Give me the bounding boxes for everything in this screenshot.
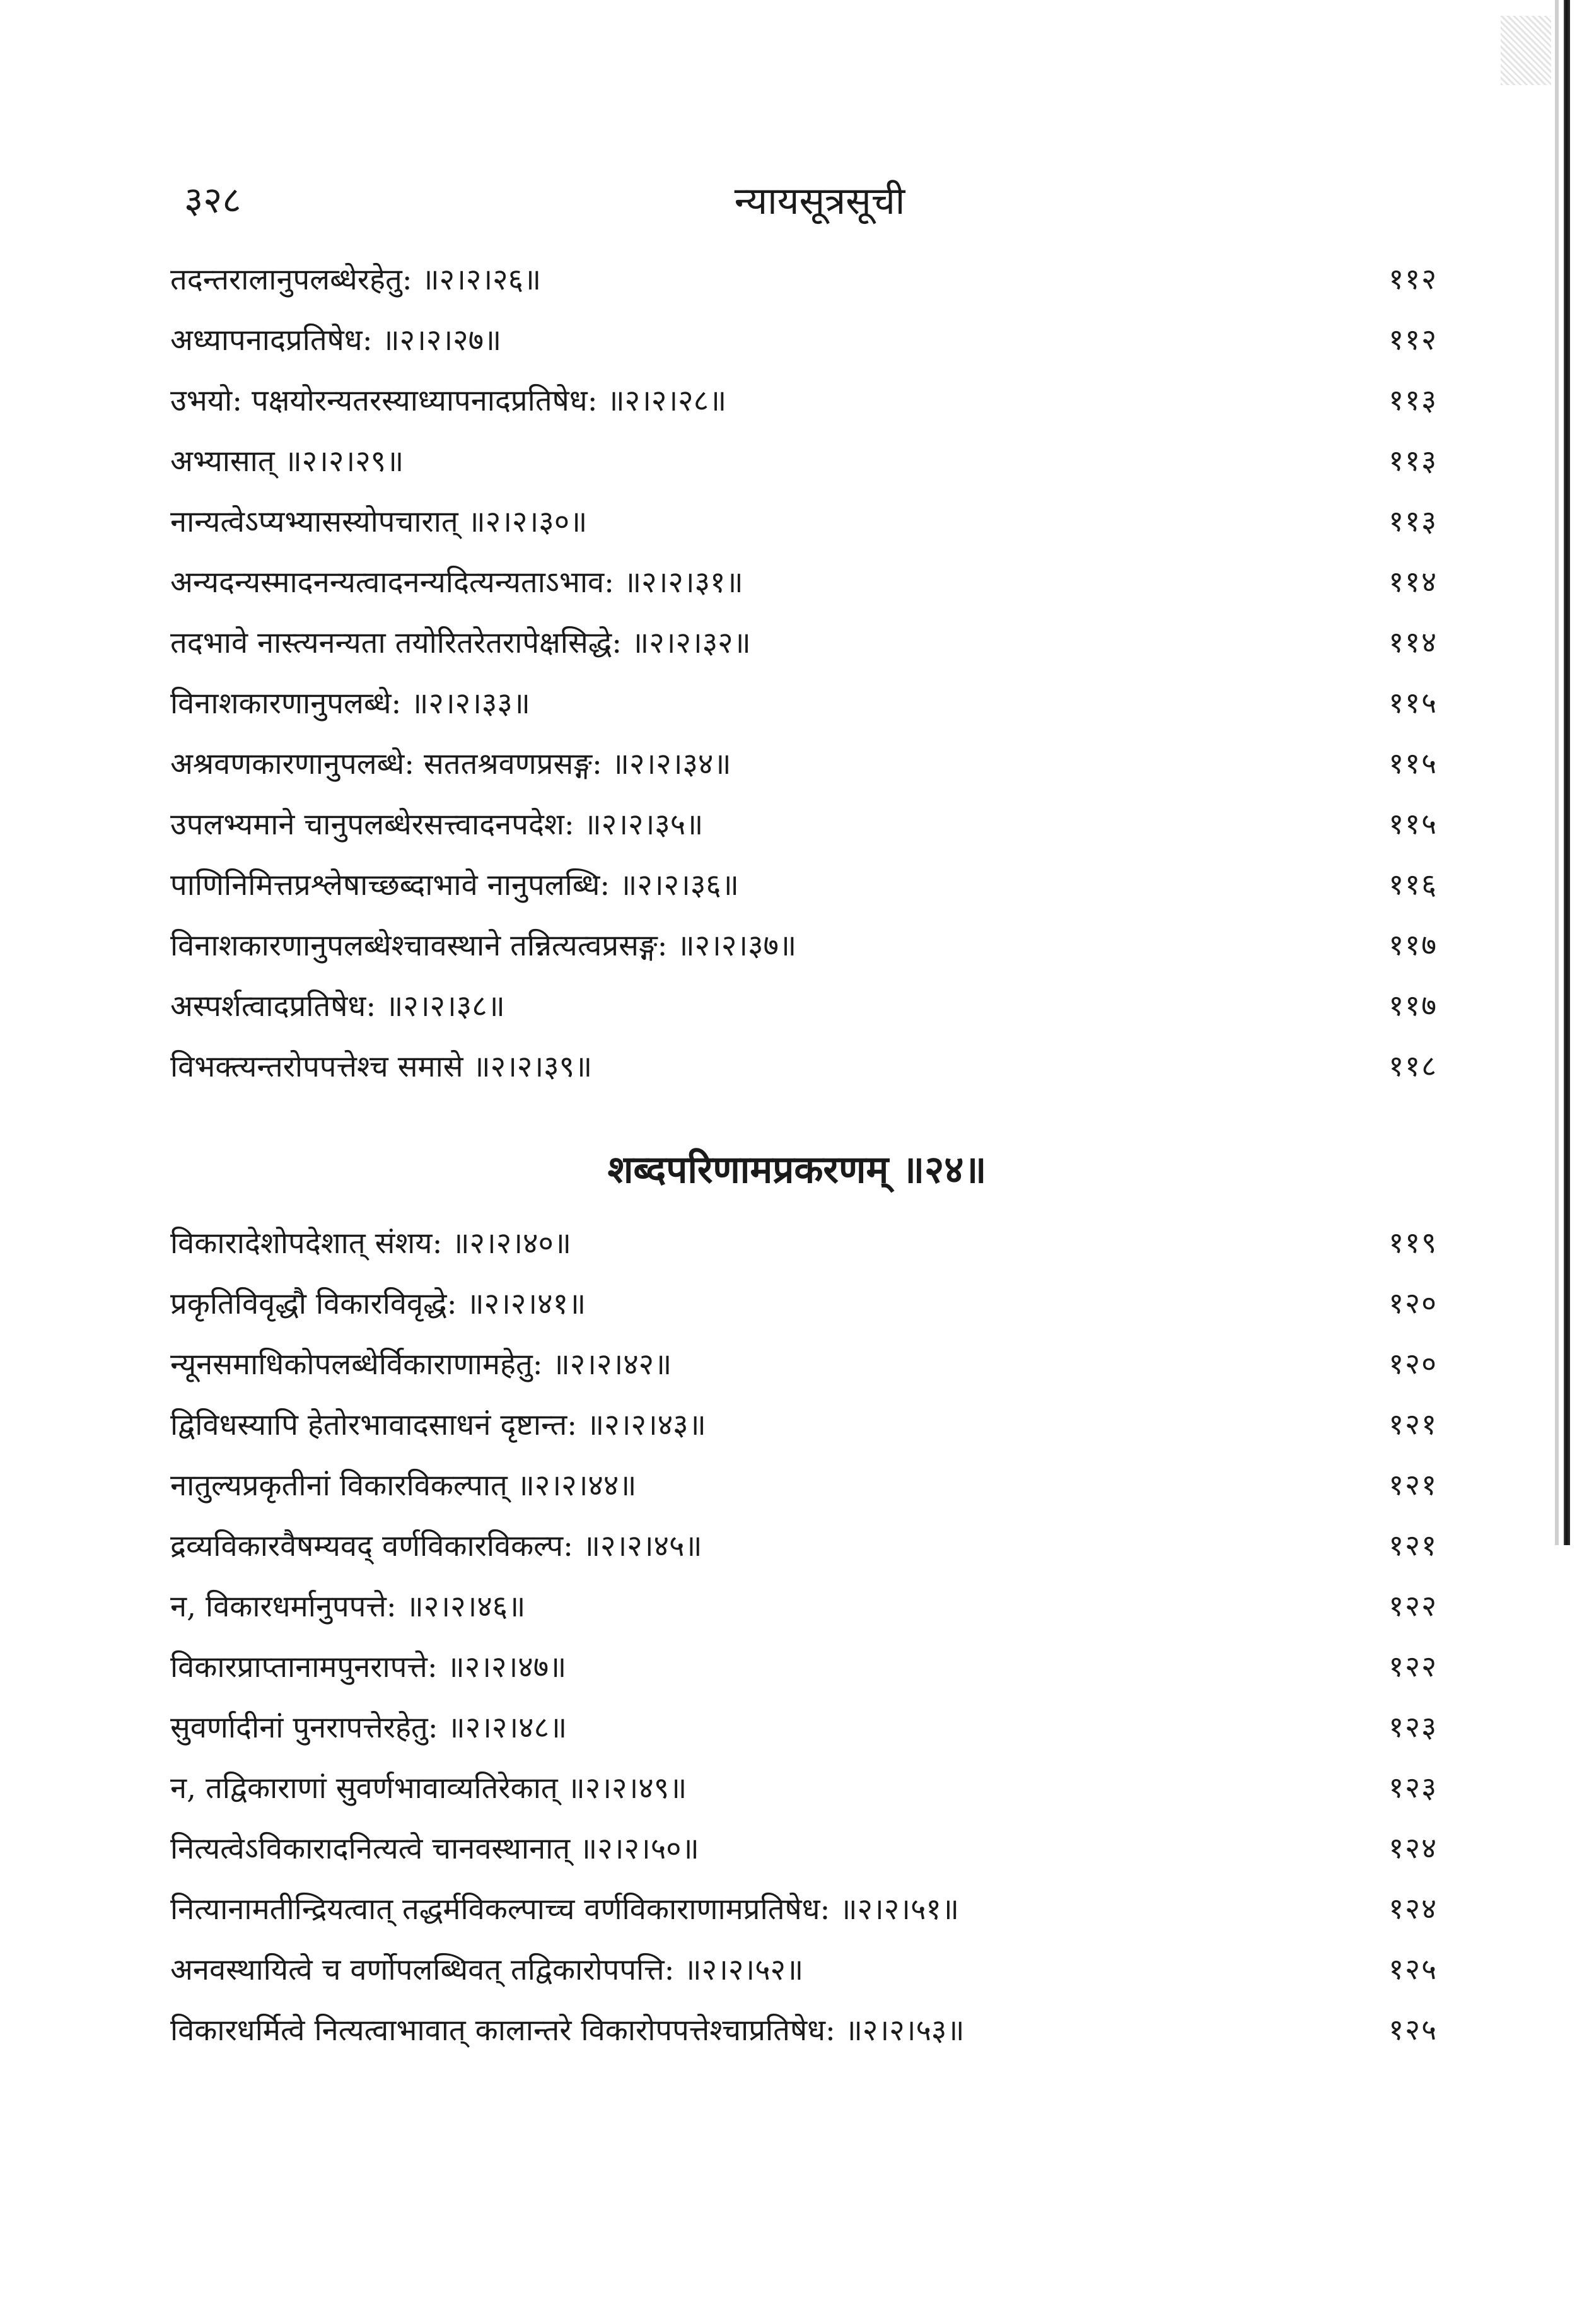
sutra-text: द्विविधस्यापि हेतोरभावादसाधनं दृष्टान्त: ॥२।२।४३॥	[170, 1408, 706, 1442]
page-ref: १२२	[1388, 1649, 1438, 1683]
page-ref: ११५	[1388, 746, 1438, 780]
sutra-text: अस्पर्शत्वादप्रतिषेध: ॥२।२।३८॥	[170, 989, 505, 1024]
page-ref: ११५	[1388, 807, 1438, 841]
page-header	[0, 161, 1594, 230]
index-entry	[170, 1334, 1438, 1391]
sutra-text: अनवस्थायित्वे च वर्णोपलब्धिवत् तद्विकारोपपत्ति: ॥२।२।५२॥	[170, 1953, 804, 1987]
page-ref: १२३	[1388, 1770, 1438, 1804]
sutra-text: न, विकारधर्मानुपपत्ते: ॥२।२।४६॥	[170, 1589, 526, 1624]
sutra-text: प्रकृतिविवृद्धौ विकारविवृद्धे: ॥२।२।४१॥	[170, 1287, 586, 1321]
index-entry	[170, 1516, 1438, 1573]
page-ref: ११७	[1388, 928, 1438, 962]
page-ref: १२०	[1388, 1346, 1438, 1381]
index-entry	[170, 310, 1438, 367]
index-entry	[170, 1213, 1438, 1270]
page-ref: ११३	[1388, 383, 1438, 417]
sutra-text: अन्यदन्यस्मादनन्यत्वादनन्यदित्यन्यताऽभाव: ॥२।२।३१॥	[170, 565, 743, 600]
index-entry	[170, 1037, 1438, 1094]
sutra-text: विकारधर्मित्वे नित्यत्वाभावात् कालान्तरे विकारोपपत्तेश्चाप्रतिषेध: ॥२।२।५३॥	[170, 2013, 965, 2048]
index-entry	[170, 1940, 1438, 1997]
running-title: न्यायसूत्रसूची	[734, 179, 905, 223]
index-entry	[170, 855, 1438, 912]
page-ref: १२३	[1388, 1710, 1438, 1744]
page-ref: १२४	[1388, 1831, 1438, 1865]
page-ref: ११९	[1388, 1225, 1438, 1259]
page-ref: ११५	[1388, 686, 1438, 720]
index-entry	[170, 552, 1438, 609]
page-ref: १२१	[1388, 1468, 1438, 1502]
index-entry	[170, 431, 1438, 488]
index-entry	[170, 2000, 1438, 2057]
scan-smudge	[1501, 16, 1551, 85]
sutra-text: विभक्त्यन्तरोपपत्तेश्च समासे ॥२।२।३९॥	[170, 1049, 593, 1084]
sutra-text: अश्रवणकारणानुपलब्धे: सततश्रवणप्रसङ्ग: ॥२।२।३४॥	[170, 747, 731, 781]
index-entry	[170, 371, 1438, 428]
page-ref: १२०	[1388, 1286, 1438, 1320]
sutra-text: विकारप्राप्तानामपुनरापत्ते: ॥२।२।४७॥	[170, 1650, 567, 1685]
index-entry	[170, 613, 1438, 670]
index-entry	[170, 1577, 1438, 1633]
sutra-text: नान्यत्वेऽप्यभ्यासस्योपचारात् ॥२।२।३०॥	[170, 505, 588, 539]
index-entry	[170, 250, 1438, 307]
index-entry	[170, 1758, 1438, 1815]
index-entry	[170, 795, 1438, 851]
index-entry	[170, 1879, 1438, 1936]
page-ref: ११२	[1388, 262, 1438, 296]
index-entry	[170, 1637, 1438, 1694]
page-ref: १२५	[1388, 2012, 1438, 2047]
sutra-text: उपलभ्यमाने चानुपलब्धेरसत्त्वादनपदेश: ॥२।२।३५॥	[170, 807, 704, 842]
sutra-text: अध्यापनादप्रतिषेध: ॥२।२।२७॥	[170, 323, 502, 358]
sutra-text: तदभावे नास्त्यनन्यता तयोरितरेतरापेक्षसिद्धे: ॥२।२।३२॥	[170, 626, 751, 660]
index-entry	[170, 674, 1438, 730]
sutra-text: सुवर्णादीनां पुनरापत्तेरहेतु: ॥२।२।४८॥	[170, 1710, 567, 1745]
index-entry	[170, 1456, 1438, 1512]
sutra-text: विनाशकारणानुपलब्धे: ॥२।२।३३॥	[170, 686, 530, 721]
page-ref: ११३	[1388, 504, 1438, 538]
sutra-text: नातुल्यप्रकृतीनां विकारविकल्पात् ॥२।२।४४॥	[170, 1468, 637, 1503]
page-ref: १२४	[1388, 1891, 1438, 1925]
page-ref: ११७	[1388, 988, 1438, 1022]
page-ref: ११४	[1388, 625, 1438, 659]
index-entry	[170, 1698, 1438, 1755]
index-entry	[170, 492, 1438, 549]
sutra-text: अभ्यासात् ॥२।२।२९॥	[170, 444, 404, 479]
index-entry	[170, 976, 1438, 1033]
index-entry	[170, 734, 1438, 791]
page-ref: ११८	[1388, 1049, 1438, 1083]
page-ref: ११३	[1388, 443, 1438, 477]
sutra-text: पाणिनिमित्तप्रश्लेषाच्छब्दाभावे नानुपलब्धि: ॥२।२।३६॥	[170, 868, 739, 902]
sutra-text: तदन्तरालानुपलब्धेरहेतु: ॥२।२।२६॥	[170, 262, 542, 297]
sutra-text: नित्यानामतीन्द्रियत्वात् तद्धर्मविकल्पाच्च वर्णविकाराणामप्रतिषेध: ॥२।२।५१॥	[170, 1892, 960, 1927]
sutra-text: उभयो: पक्षयोरन्यतरस्याध्यापनादप्रतिषेध: ॥२।२।२८॥	[170, 383, 727, 418]
page-ref: ११६	[1388, 867, 1438, 901]
sutra-text: विकारादेशोपदेशात् संशय: ॥२।२।४०॥	[170, 1226, 572, 1261]
binding-edge	[1564, 0, 1570, 1545]
page-ref: १२१	[1388, 1528, 1438, 1562]
page-ref: १२१	[1388, 1407, 1438, 1441]
index-entry	[170, 1395, 1438, 1452]
sutra-text: नित्यत्वेऽविकारादनित्यत्वे चानवस्थानात् ॥२।२।५०॥	[170, 1831, 699, 1866]
sutra-text: द्रव्यविकारवैषम्यवद् वर्णविकारविकल्प: ॥२।२।४५॥	[170, 1529, 702, 1563]
binding-shadow	[1555, 0, 1559, 1545]
index-entry	[170, 1819, 1438, 1876]
sutra-text: विनाशकारणानुपलब्धेश्चावस्थाने तन्नित्यत्वप्रसङ्ग: ॥२।२।३७॥	[170, 928, 797, 963]
sutra-text: न्यूनसमाधिकोपलब्धेर्विकाराणामहेतु: ॥२।२।४२॥	[170, 1347, 672, 1382]
page-ref: ११२	[1388, 322, 1438, 356]
page-ref: १२२	[1388, 1589, 1438, 1623]
index-entry	[170, 1274, 1438, 1331]
page-number: ३२८	[184, 178, 241, 221]
section-heading: शब्दपरिणामप्रकरणम् ॥२४॥	[607, 1148, 987, 1192]
sutra-text: न, तद्विकाराणां सुवर्णभावाव्यतिरेकात् ॥२।२।४९॥	[170, 1771, 687, 1806]
page-ref: ११४	[1388, 564, 1438, 599]
index-entry	[170, 916, 1438, 972]
page-ref: १२५	[1388, 1952, 1438, 1986]
